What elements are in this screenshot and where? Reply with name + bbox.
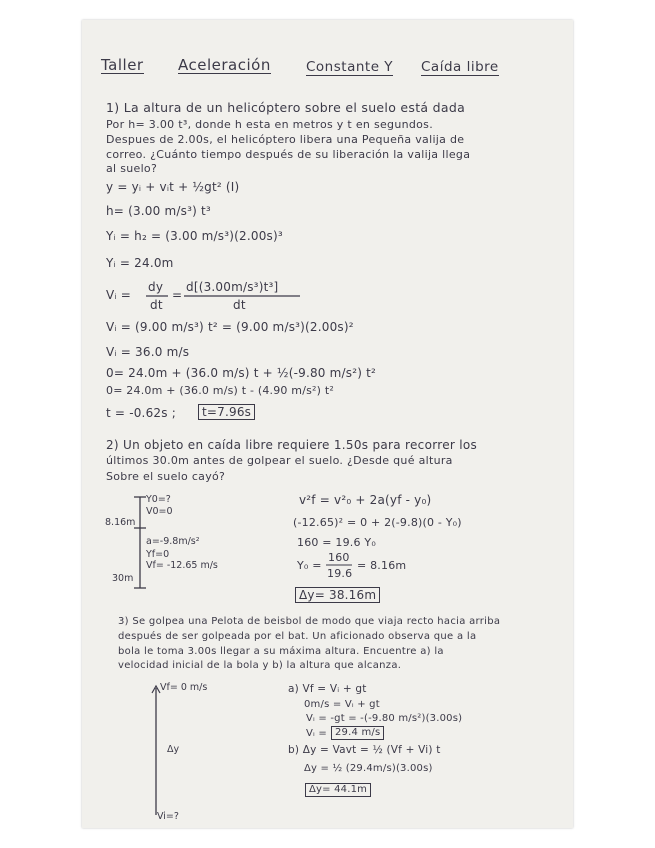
p1-result-prefix: t = -0.62s ; bbox=[106, 406, 176, 420]
p2-step: v²f = v²₀ + 2a(yf - y₀) bbox=[299, 493, 432, 507]
p1-statement-line: Despues de 2.00s, el helicóptero libera una Pequeña valija de bbox=[106, 133, 465, 146]
p2-diagram-h1: 8.16m bbox=[105, 517, 136, 528]
p2-step: (-12.65)² = 0 + 2(-9.8)(0 - Y₀) bbox=[293, 516, 462, 529]
p1-derivative-denominator: dt bbox=[233, 298, 246, 312]
p1-statement-line: 1) La altura de un helicóptero sobre el suelo está dada bbox=[106, 100, 466, 115]
p2-statement-line: 2) Un objeto en caída libre requiere 1.50s para recorrer los bbox=[106, 438, 478, 452]
p2-diagram-a: a=-9.8m/s² bbox=[146, 536, 200, 547]
p2-diagram-h2: 30m bbox=[112, 573, 134, 584]
p1-statement-line: Por h= 3.00 t³, donde h esta en metros y t en segundos. bbox=[106, 118, 434, 131]
p2-statement-line: últimos 30.0m antes de golpear el suelo. ¿Desde qué altura bbox=[106, 454, 453, 467]
title-word-aceleracion: Aceleración bbox=[178, 56, 271, 74]
p1-derivative-numerator: d[(3.00m/s³)t³] bbox=[186, 280, 279, 294]
title-word-taller: Taller bbox=[101, 56, 144, 74]
p1-step: Vᵢ = 36.0 m/s bbox=[106, 345, 190, 359]
p3-b-result-box: Δy= 44.1m bbox=[305, 783, 371, 797]
p2-statement-line: Sobre el suelo cayó? bbox=[106, 470, 226, 483]
p2-diagram-y0: Y0=? bbox=[146, 494, 171, 505]
p3-diagram-top: Vf= 0 m/s bbox=[160, 682, 208, 693]
p3-diagram-bottom: Vi=? bbox=[157, 811, 179, 822]
p2-result-box: Δy= 38.16m bbox=[295, 587, 380, 603]
p3-a-step: a) Vf = Vᵢ + gt bbox=[288, 683, 367, 695]
p3-statement-line: 3) Se golpea una Pelota de beisbol de modo que viaja recto hacia arriba bbox=[118, 616, 501, 627]
p1-statement-line: correo. ¿Cuánto tiempo después de su liberación la valija llega bbox=[106, 148, 471, 161]
p2-diagram-yf: Yf=0 bbox=[146, 549, 170, 560]
p3-statement-line: bola le toma 3.00s llegar a su máxima altura. Encuentre a) la bbox=[118, 646, 444, 657]
p1-vi-lhs: Vᵢ = bbox=[106, 288, 132, 302]
p2-fraction-numerator: 160 bbox=[328, 551, 350, 564]
p2-y0-lhs: Y₀ = bbox=[297, 559, 322, 572]
p1-step: h= (3.00 m/s³) t³ bbox=[106, 204, 211, 218]
p2-fraction-result: = 8.16m bbox=[357, 559, 407, 572]
p3-a-result-box: 29.4 m/s bbox=[331, 726, 384, 740]
p2-diagram-v0: V0=0 bbox=[146, 506, 173, 517]
title-word-caida-libre: Caída libre bbox=[421, 59, 499, 75]
p2-diagram-vf: Vf= -12.65 m/s bbox=[146, 560, 218, 571]
p3-b-step: Δy = ½ (29.4m/s)(3.00s) bbox=[304, 763, 433, 774]
p1-step: Yᵢ = h₂ = (3.00 m/s³)(2.00s)³ bbox=[106, 229, 283, 243]
p2-step: 160 = 19.6 Y₀ bbox=[297, 536, 376, 549]
p3-a-step: 0m/s = Vᵢ + gt bbox=[304, 699, 380, 710]
p1-dy: dy bbox=[148, 280, 164, 294]
p1-equals: = bbox=[172, 288, 183, 302]
p3-statement-line: después de ser golpeada por el bat. Un aficionado observa que a la bbox=[118, 631, 477, 642]
p1-step: y = yᵢ + vᵢt + ½gt² (I) bbox=[106, 180, 240, 194]
p1-step: 0= 24.0m + (36.0 m/s) t - (4.90 m/s²) t² bbox=[106, 384, 334, 397]
title-word-constante: Constante Y bbox=[306, 59, 394, 75]
p1-step: Yᵢ = 24.0m bbox=[106, 256, 174, 270]
p1-dt: dt bbox=[150, 298, 163, 312]
p3-b-step: b) Δy = Vavt = ½ (Vf + Vi) t bbox=[288, 744, 441, 756]
p1-statement-line: al suelo? bbox=[106, 162, 158, 175]
p3-a-result-prefix: Vᵢ = bbox=[306, 728, 327, 739]
p3-statement-line: velocidad inicial de la bola y b) la altura que alcanza. bbox=[118, 660, 402, 671]
p3-a-step: Vᵢ = -gt = -(-9.80 m/s²)(3.00s) bbox=[306, 713, 463, 724]
p1-step: 0= 24.0m + (36.0 m/s) t + ½(-9.80 m/s²) t² bbox=[106, 366, 377, 380]
p1-result-box: t=7.96s bbox=[198, 404, 255, 420]
p2-fraction-denominator: 19.6 bbox=[327, 567, 353, 580]
p1-step: Vᵢ = (9.00 m/s³) t² = (9.00 m/s³)(2.00s)² bbox=[106, 320, 354, 334]
p3-diagram-mid: Δy bbox=[167, 744, 180, 755]
